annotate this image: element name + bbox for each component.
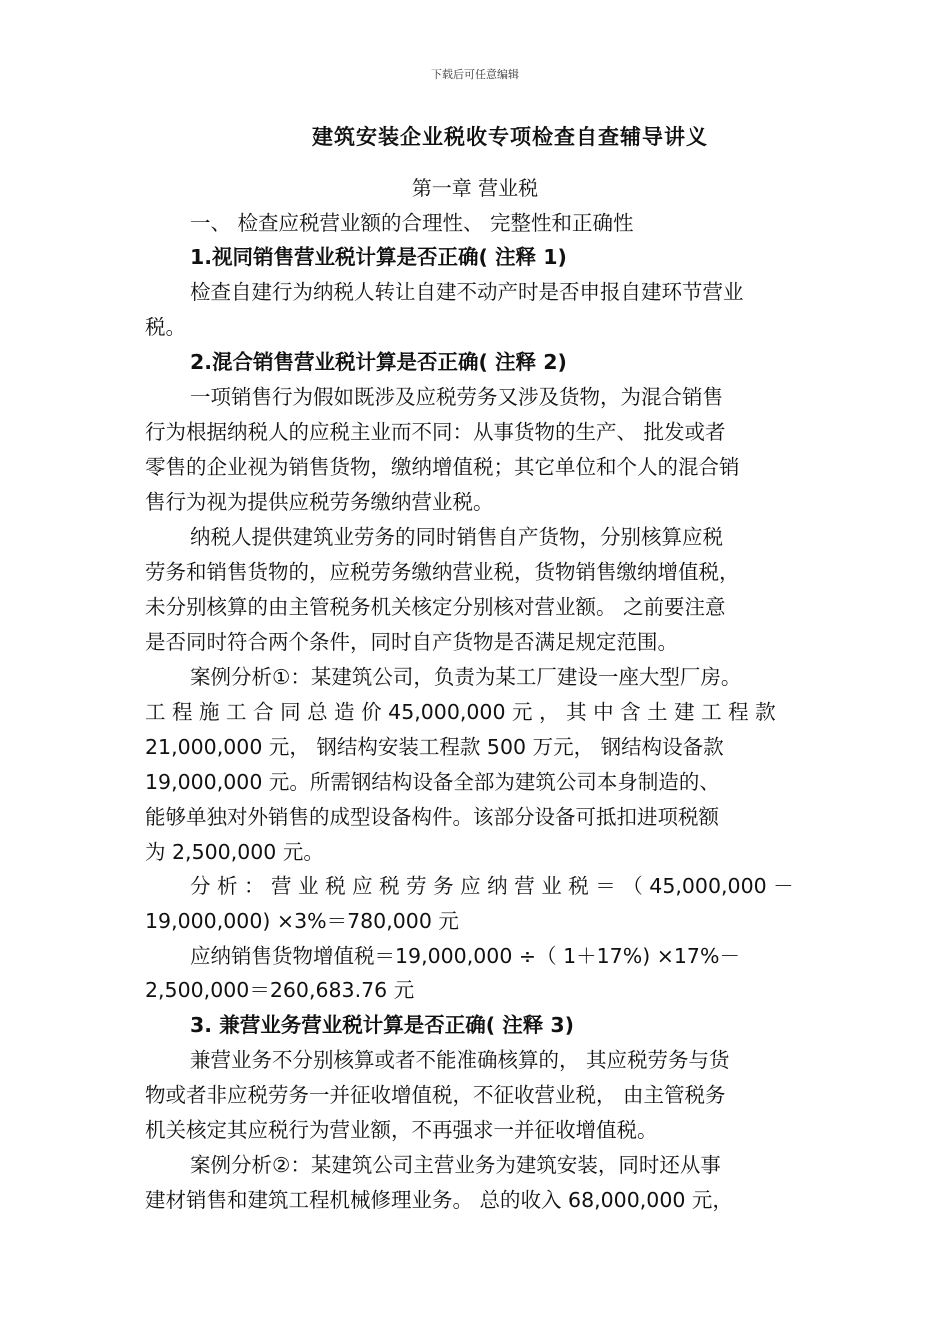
paragraph-line: 21,000,000 元， 钢结构安装工程款 500 万元， 钢结构设备款 — [145, 735, 724, 759]
subsection-heading: 2.混合销售营业税计算是否正确( 注释 2) — [190, 350, 567, 374]
paragraph-line: 能够单独对外销售的成型设备构件。该部分设备可抵扣进项税额 — [145, 805, 719, 829]
paragraph-line: 建材销售和建筑工程机械修理业务。 总的收入 68,000,000 元， — [145, 1188, 733, 1212]
subsection-heading: 3. 兼营业务营业税计算是否正确( 注释 3) — [190, 1013, 574, 1037]
paragraph-line: 工 程 施 工 合 同 总 造 价 45,000,000 元 ， 其 中 含 土 建 工 程 款 — [145, 700, 776, 724]
paragraph-line: 19,000,000 元。所需钢结构设备全部为建筑公司本身制造的、 — [145, 770, 720, 794]
section-heading: 一、 检查应税营业额的合理性、 完整性和正确性 — [190, 211, 634, 235]
paragraph-line: 兼营业务不分别核算或者不能准确核算的， 其应税劳务与货 — [190, 1048, 730, 1072]
document-title: 建筑安装企业税收专项检查自查辅导讲义 — [312, 125, 708, 149]
paragraph-line: 2,500,000＝260,683.76 元 — [145, 978, 415, 1002]
paragraph-line: 应纳销售货物增值税＝19,000,000 ÷（ 1＋17%) ×17%－ — [190, 944, 740, 968]
page-header: 下载后可任意编辑 — [431, 68, 519, 81]
paragraph-line: 劳务和销售货物的，应税劳务缴纳营业税，货物销售缴纳增值税， — [145, 560, 740, 584]
chapter-heading: 第一章 营业税 — [411, 176, 539, 200]
paragraph-line: 分 析 ： 营 业 税 应 税 劳 务 应 纳 营 业 税 ＝ （ 45,000,000 － — [190, 874, 794, 898]
paragraph-line: 物或者非应税劳务一并征收增值税，不征收营业税， 由主管税务 — [145, 1083, 726, 1107]
paragraph-line: 税。 — [145, 315, 186, 339]
paragraph-line: 零售的企业视为销售货物，缴纳增值税；其它单位和个人的混合销 — [145, 455, 740, 479]
paragraph-line: 纳税人提供建筑业劳务的同时销售自产货物，分别核算应税 — [190, 525, 723, 549]
paragraph-line: 19,000,000) ×3%＝780,000 元 — [145, 909, 459, 933]
subsection-heading: 1.视同销售营业税计算是否正确( 注释 1) — [190, 245, 567, 269]
paragraph-line: 售行为视为提供应税劳务缴纳营业税。 — [145, 490, 494, 514]
paragraph-line: 机关核定其应税行为营业额，不再强求一并征收增值税。 — [145, 1118, 658, 1142]
paragraph-line: 案例分析②：某建筑公司主营业务为建筑安装，同时还从事 — [190, 1153, 721, 1177]
paragraph-line: 是否同时符合两个条件，同时自产货物是否满足规定范围。 — [145, 630, 678, 654]
paragraph-line: 未分别核算的由主管税务机关核定分别核对营业额。 之前要注意 — [145, 595, 726, 619]
paragraph-line: 为 2,500,000 元。 — [145, 840, 324, 864]
paragraph-line: 行为根据纳税人的应税主业而不同：从事货物的生产、 批发或者 — [145, 420, 726, 444]
paragraph-line: 检查自建行为纳税人转让自建不动产时是否申报自建环节营业 — [190, 280, 744, 304]
paragraph-line: 一项销售行为假如既涉及应税劳务又涉及货物，为混合销售 — [190, 385, 723, 409]
paragraph-line: 案例分析①：某建筑公司，负责为某工厂建设一座大型厂房。 — [190, 665, 742, 689]
